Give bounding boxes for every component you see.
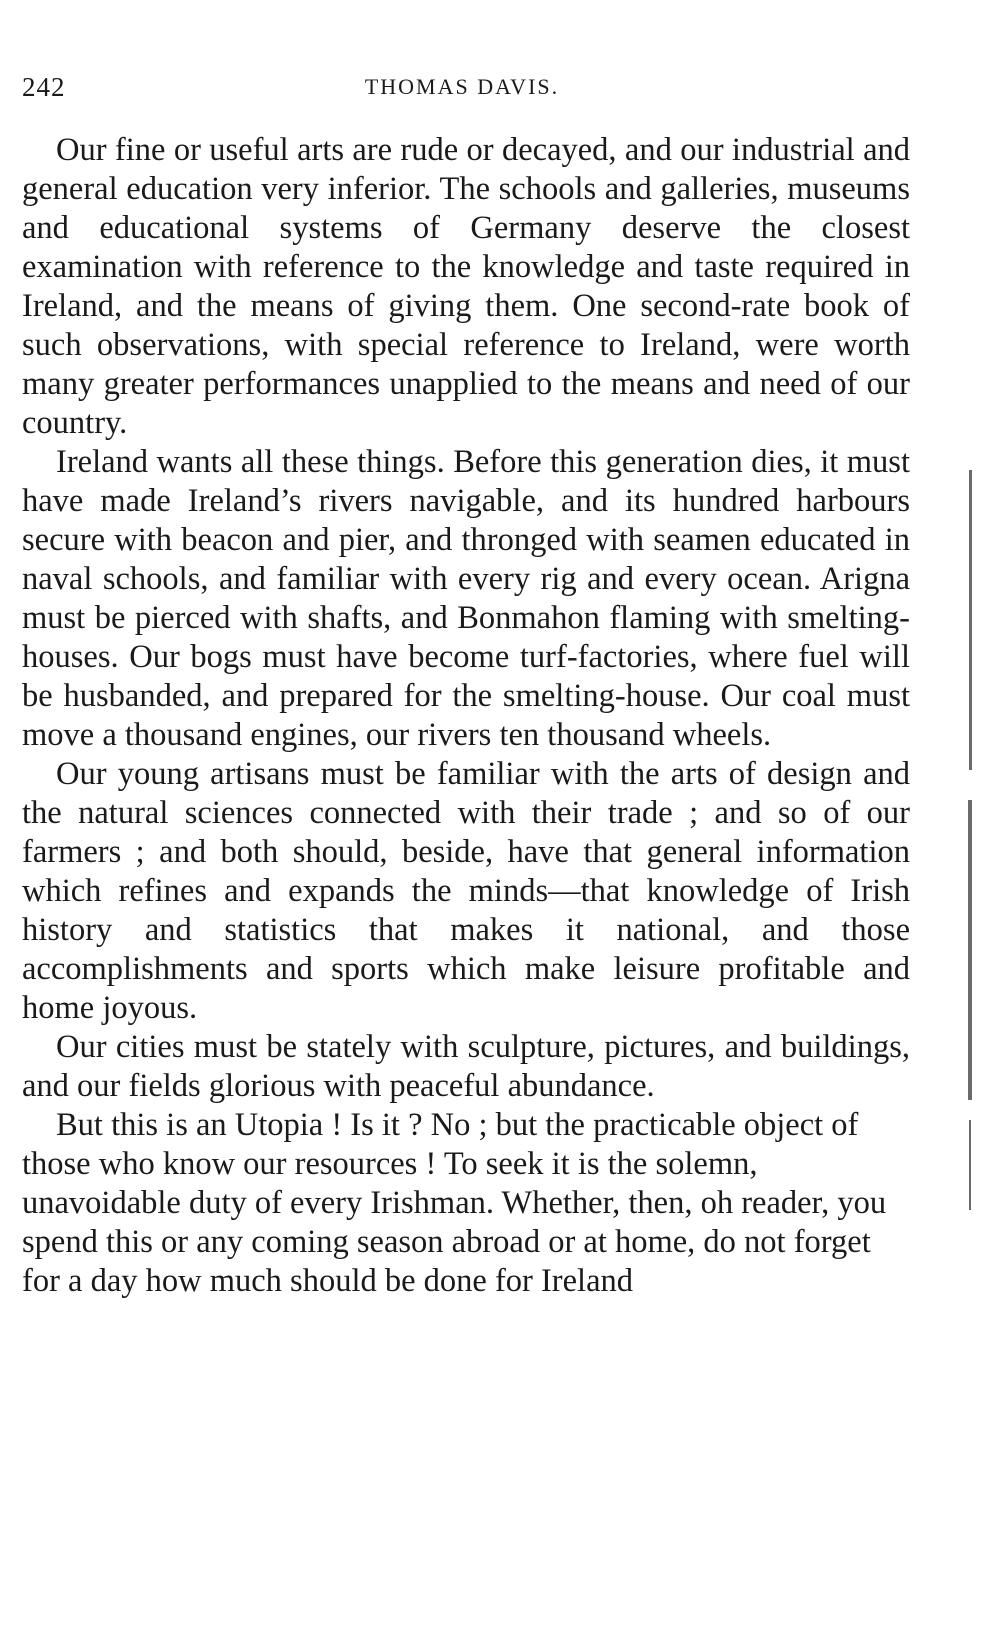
scan-artifact (969, 470, 972, 770)
scan-artifact (969, 1120, 971, 1210)
body-text (22, 131, 910, 1301)
page-number: 242 (22, 72, 66, 102)
paragraph: Ireland wants all these things. Before this generation dies, it must have made Ireland’s rivers navigable, and its hundred harbours secure with beacon and pier, and thronged with seamen educated in naval schools, and familiar with every rig and every ocean. Arigna must be pierced with shafts, and Bonmahon flaming with smelting-houses. Our bogs must have become turf-factories, where fuel will be husbanded, and prepared for the smelting-house. Our coal must move a thousand engines, our rivers ten thousand wheels. (22, 444, 910, 753)
paragraph: Our fine or useful arts are rude or decayed, and our industrial and general education very inferior. The schools and galleries, museums and educational systems of Germany deserve the closest examination with reference to the knowledge and taste required in Ireland, and the means of giving them. One second-rate book of such observations, with special reference to Ireland, were worth many greater performances unapplied to the means and need of our country. (22, 132, 910, 441)
paragraph: Our cities must be stately with sculpture, pictures, and buildings, and our fields glorious with peaceful abundance. (22, 1029, 910, 1104)
running-title: THOMAS DAVIS. (364, 74, 560, 99)
paragraph: Our young artisans must be familiar with the arts of design and the natural sciences connected with their trade ; and so of our farmers ; and both should, beside, have that general information which refines and expands the minds—that knowledge of Irish history and statistics that makes it national, and those accomplishments and sports which make leisure profitable and home joyous. (22, 756, 910, 1026)
scan-artifact (968, 800, 972, 1100)
paragraph: But this is an Utopia ! Is it ? No ; but the practicable object of those who know our resources ! To seek it is the solemn, unavoidable duty of every Irishman. Whether, then, oh reader, you spend this or any coming season abroad or at home, do not forget for a day how much should be done for Ireland (22, 1107, 887, 1299)
running-head (22, 72, 902, 112)
